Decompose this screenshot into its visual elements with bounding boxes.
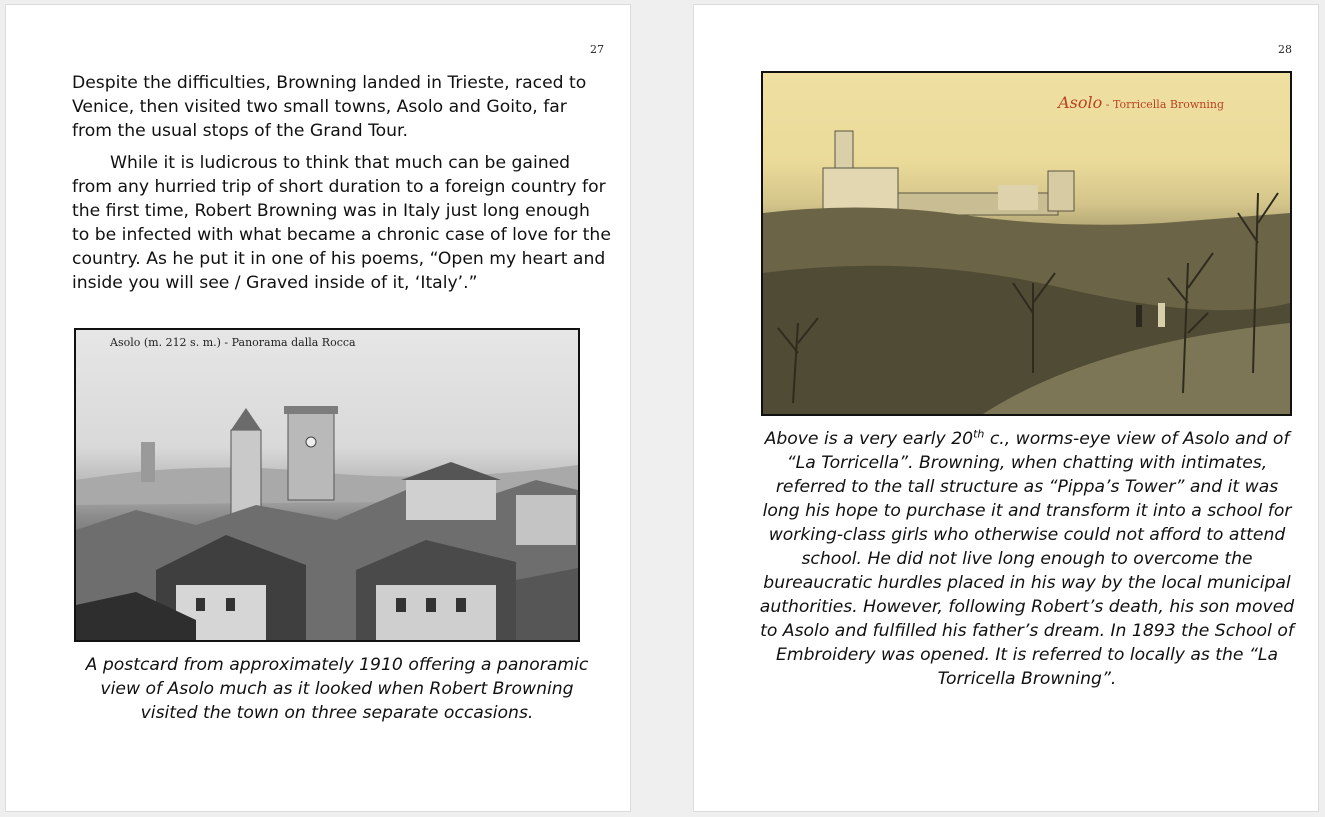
- town-panorama-illustration: [76, 330, 578, 640]
- caption-text-start: Above is a very early 20: [764, 429, 974, 449]
- page-number: 28: [1278, 43, 1292, 56]
- paragraph-text: While it is ludicrous to think that much can be gained from any hurried trip of short duration to a foreign country for the first time, Robert Browning was in Italy just long enough to be infected with what became a chronic case of love for the country. As he put it in one of his poems, “Open my heart and inside you will see / Graved inside of it, ‘Italy’.”: [72, 153, 611, 293]
- hill-castle-illustration: [763, 73, 1290, 414]
- body-paragraph-1: [72, 71, 612, 143]
- postcard-print-label: Asolo (m. 212 s. m.) - Panorama dalla Rocca: [110, 336, 356, 349]
- page-left: [5, 4, 631, 812]
- body-paragraph-2: [72, 151, 612, 295]
- page-number: 27: [590, 43, 604, 56]
- postcard-print-rest: - Torricella Browning: [1102, 98, 1224, 111]
- postcard-photo-torricella: [761, 71, 1292, 416]
- postcard-print-script: Asolo: [1058, 93, 1103, 112]
- paragraph-text: Despite the difficulties, Browning landed in Trieste, raced to Venice, then visited two small towns, Asolo and Goito, far from the usual stops of the Grand Tour.: [72, 73, 587, 141]
- caption-text-rest: c., worms-eye view of Asolo and of “La Torricella”. Browning, when chatting with intimates, referred to the tall structure as “Pippa’s Tower” and it was long his hope to purchase it and transform it into a school for working-class girls who otherwise could not afford to attend school. He did not live long enough to overcome the bureaucratic hurdles placed in his way by the local municipal authorities. However, following Robert’s death, his son moved to Asolo and fulfilled his father’s dream. In 1893 the School of Embroidery was opened. It is referred to locally as the “La Torricella Browning”.: [759, 429, 1295, 689]
- caption-superscript: th: [973, 427, 985, 441]
- postcard-print-label: [1058, 93, 1224, 112]
- photo-caption: [758, 427, 1296, 691]
- postcard-photo-panorama: [74, 328, 580, 642]
- photo-caption: A postcard from approximately 1910 offering a panoramic view of Asolo much as it looked when Robert Browning visited the town on three separate occasions.: [85, 655, 589, 723]
- page-right: [693, 4, 1319, 812]
